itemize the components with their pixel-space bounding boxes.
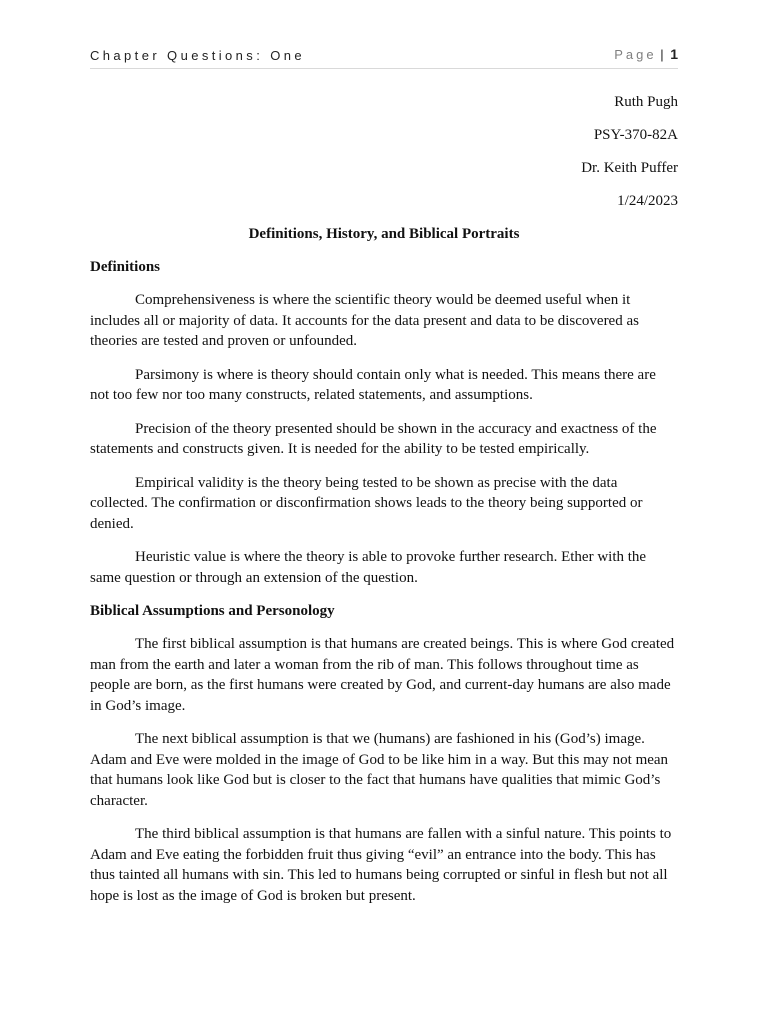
section-heading-biblical-assumptions: Biblical Assumptions and Personology [90,603,335,619]
course-code: PSY-370-82A [593,127,678,143]
paragraph: The next biblical assumption is that we (humans) are fashioned in his (God’s) image. Adam and Eve were molded in the image of God to be like him in a way. But this may not mean that humans look like God but is closer to the fact that humans have qualities that mimic God’s character. [90,731,669,809]
page-number: 1 [670,46,678,62]
paragraph: The first biblical assumption is that humans are created beings. This is where God created man from the earth and later a woman from the rib of man. This follows throughout time as people are born, as the first humans were created by God, and current-day humans are also made in God’s image. [90,636,675,714]
paragraph: Parsimony is where is theory should contain only what is needed. This means there are not too few nor too many constructs, related statements, and assumptions. [90,366,656,403]
document-body [90,92,678,919]
page-header [90,46,678,69]
page-separator: | [660,47,664,62]
document-title: Definitions, History, and Biblical Portraits [248,226,520,242]
author-name: Ruth Pugh [614,94,678,110]
paragraph: The third biblical assumption is that humans are fallen with a sinful nature. This points to Adam and Eve eating the forbidden fruit thus giving “evil” an entrance into the body. This has thus tainted all humans with sin. This led to humans being corrupted or sinful in flesh but not all hope is lost as the image of God is broken but present. [90,826,672,904]
document-date: 1/24/2023 [617,193,678,209]
paragraph: Comprehensiveness is where the scientific theory would be deemed useful when it includes all or majority of data. It accounts for the data present and data to be discovered as theories are tested and proven or unfounded. [90,292,639,349]
paragraph: Precision of the theory presented should be shown in the accuracy and exactness of the statements and constructs given. It is needed for the ability to be tested empirically. [90,420,657,457]
header-title: Chapter Questions: One [90,48,305,63]
instructor-name: Dr. Keith Puffer [581,160,678,176]
paragraph: Empirical validity is the theory being tested to be shown as precise with the data collected. The confirmation or disconfirmation shows leads to the theory being supported or denied. [90,474,643,532]
section-heading-definitions: Definitions [90,259,161,275]
page-label: Page [614,47,657,62]
page-indicator [614,46,678,62]
paragraph: Heuristic value is where the theory is able to provoke further research. Ether with the same question or through an extension of the question. [90,549,647,586]
